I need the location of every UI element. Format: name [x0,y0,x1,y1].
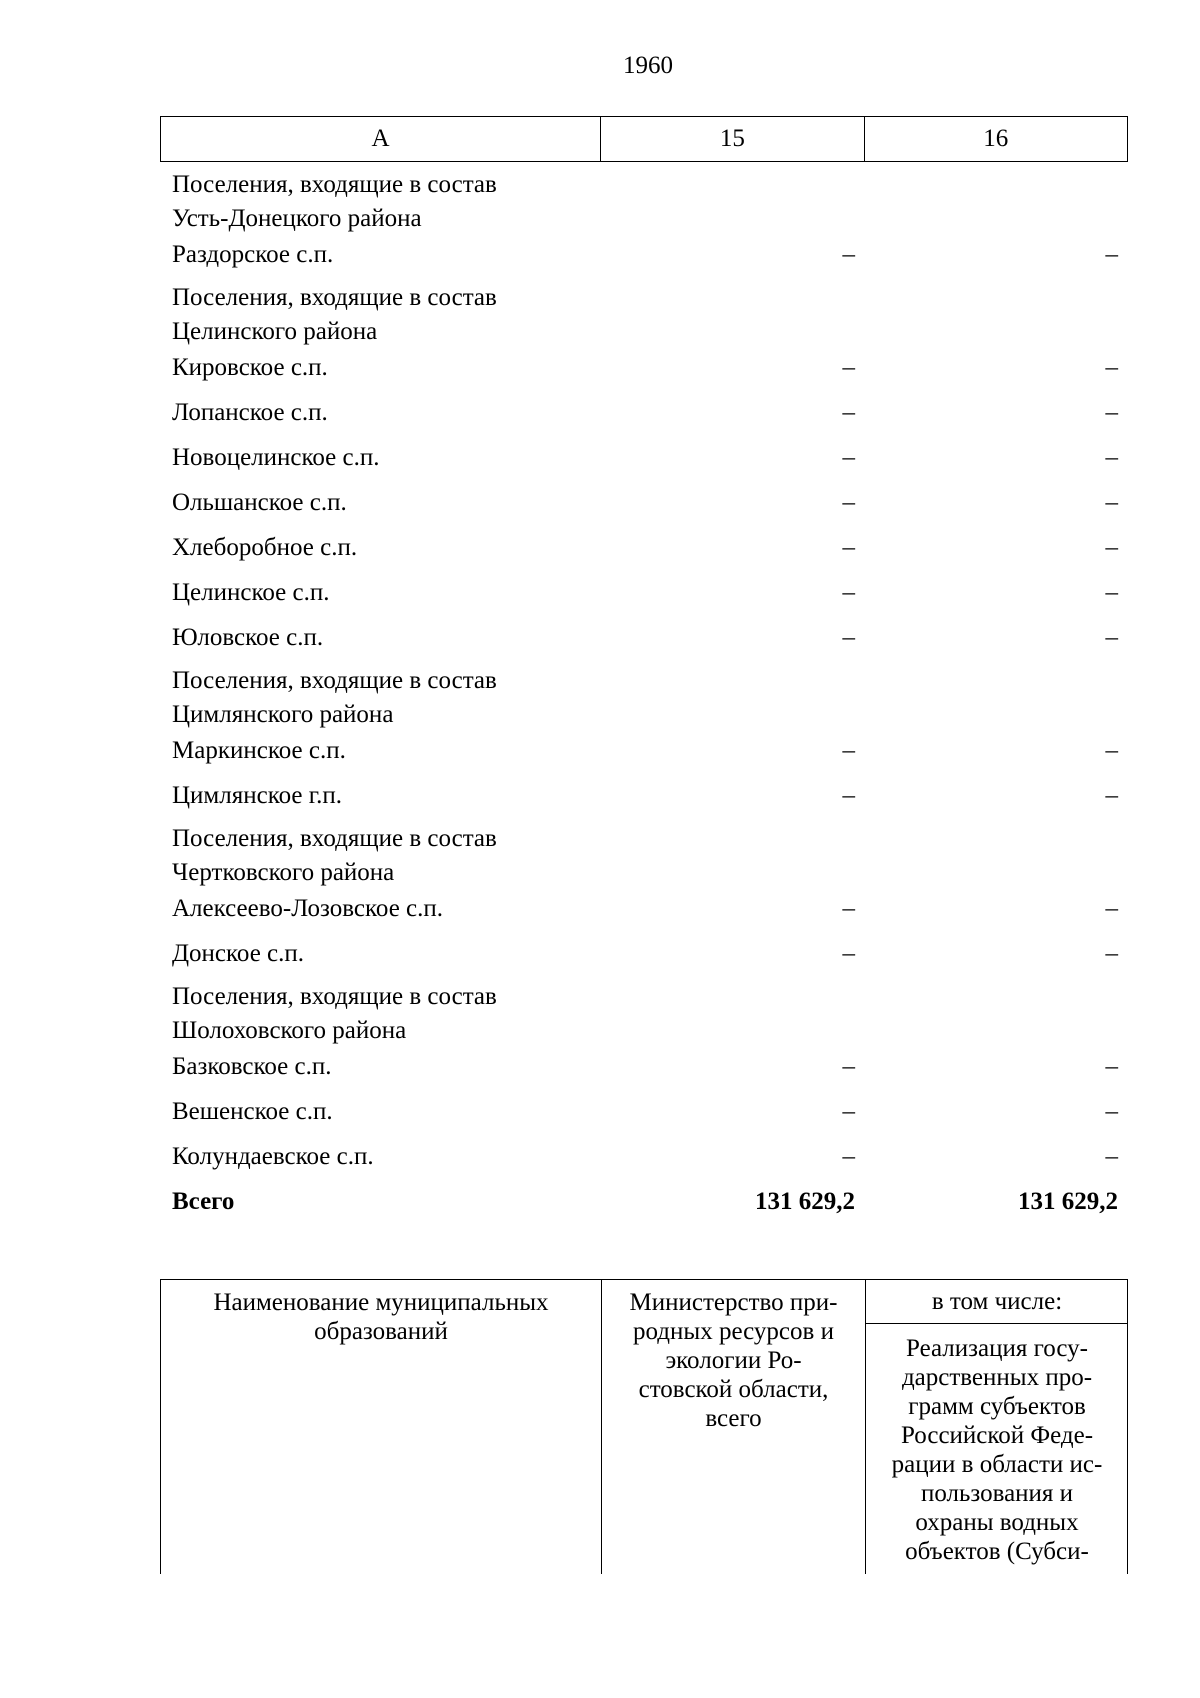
row-value-15 [601,978,865,1046]
table-row [160,617,1128,662]
row-value-15: – [842,624,855,651]
table-header-row [160,116,1128,162]
row-name: Целинское с.п. [172,579,330,606]
row-value-16 [865,820,1128,888]
table-row [160,775,1128,820]
row-name: Раздорское с.п. [172,241,334,268]
row-value-16: – [1105,444,1118,471]
row-name: Поселения, входящие в состав Чертковского района [172,825,497,886]
row-name: Всего [172,1188,235,1215]
column-header-a: А [161,117,601,161]
row-name: Вешенское с.п. [172,1098,333,1125]
table-row [160,1091,1128,1136]
continuation-header [160,1279,1128,1574]
row-value-16: – [1105,737,1118,764]
row-name: Поселения, входящие в состав Шолоховского района [172,983,497,1044]
page-number: 1960 [623,52,673,79]
row-value-15 [601,166,865,234]
row-name: Ольшанское с.п. [172,489,347,516]
group-row [160,166,1128,234]
row-value-16: – [1105,624,1118,651]
header-ministry-total: Министерство при- родных ресурсов и экологии Ро- стовской области, всего [602,1280,866,1574]
table-row [160,1046,1128,1091]
header-including [866,1280,1128,1574]
row-value-16: – [1105,1143,1118,1170]
row-value-15 [601,279,865,347]
row-value-16: – [1105,1098,1118,1125]
table-row [160,527,1128,572]
table-row [160,888,1128,933]
row-value-16 [865,978,1128,1046]
table-row [160,482,1128,527]
row-name: Новоцелинское с.п. [172,444,380,471]
row-name: Колундаевское с.п. [172,1143,374,1170]
table-row [160,572,1128,617]
row-value-15 [601,820,865,888]
row-value-16: 131 629,2 [1018,1188,1118,1215]
row-value-16: – [1105,940,1118,967]
row-value-16 [865,166,1128,234]
row-value-16: – [1105,354,1118,381]
row-name: Поселения, входящие в состав Усть-Донецкого района [172,171,497,232]
row-value-15: – [842,737,855,764]
row-name: Цимлянское г.п. [172,782,343,809]
row-value-16 [865,279,1128,347]
row-value-16: – [1105,241,1118,268]
header-including-label: в том числе: [866,1280,1128,1324]
row-value-15: – [842,1098,855,1125]
row-value-16 [865,662,1128,730]
row-value-16: – [1105,399,1118,426]
row-name: Кировское с.п. [172,354,328,381]
table-row [160,933,1128,978]
table-row [160,730,1128,775]
row-value-16: – [1105,489,1118,516]
header-state-programs: Реализация госу- дарственных про- грамм субъектов Российской Феде- рации в области ис- пользования и охраны водных объектов (Субси- [891,1335,1103,1565]
header-municipalities: Наименование муниципальных образований [161,1280,602,1574]
row-name: Маркинское с.п. [172,737,346,764]
group-row [160,978,1128,1046]
row-name: Базковское с.п. [172,1053,332,1080]
row-value-16: – [1105,1053,1118,1080]
row-value-15: – [842,241,855,268]
row-value-15: – [842,399,855,426]
total-row [160,1181,1128,1225]
row-value-16: – [1105,534,1118,561]
row-value-16: – [1105,782,1118,809]
row-value-15: – [842,579,855,606]
row-name: Поселения, входящие в состав Целинского района [172,284,497,345]
table-row [160,347,1128,392]
row-name: Лопанское с.п. [172,399,328,426]
row-value-15: – [842,940,855,967]
row-value-15: – [842,489,855,516]
row-value-15: – [842,1143,855,1170]
table-row [160,1136,1128,1181]
table-row [160,437,1128,482]
row-value-15: 131 629,2 [755,1188,855,1215]
row-value-15: – [842,534,855,561]
table-body [160,166,1128,1225]
row-value-16: – [1105,895,1118,922]
table-row [160,392,1128,437]
row-value-15: – [842,354,855,381]
row-name: Поселения, входящие в состав Цимлянского района [172,667,497,728]
row-value-15: – [842,1053,855,1080]
row-name: Хлеборобное с.п. [172,534,358,561]
row-value-15: – [842,782,855,809]
group-row [160,662,1128,730]
row-value-15: – [842,444,855,471]
row-value-15 [601,662,865,730]
table-row [160,234,1128,279]
group-row [160,279,1128,347]
row-name: Алексеево-Лозовское с.п. [172,895,444,922]
row-value-15: – [842,895,855,922]
column-header-16: 16 [983,125,1009,152]
row-value-16: – [1105,579,1118,606]
row-name: Юловское с.п. [172,624,324,651]
row-name: Донское с.п. [172,940,305,967]
group-row [160,820,1128,888]
column-header-15: 15 [601,117,864,161]
